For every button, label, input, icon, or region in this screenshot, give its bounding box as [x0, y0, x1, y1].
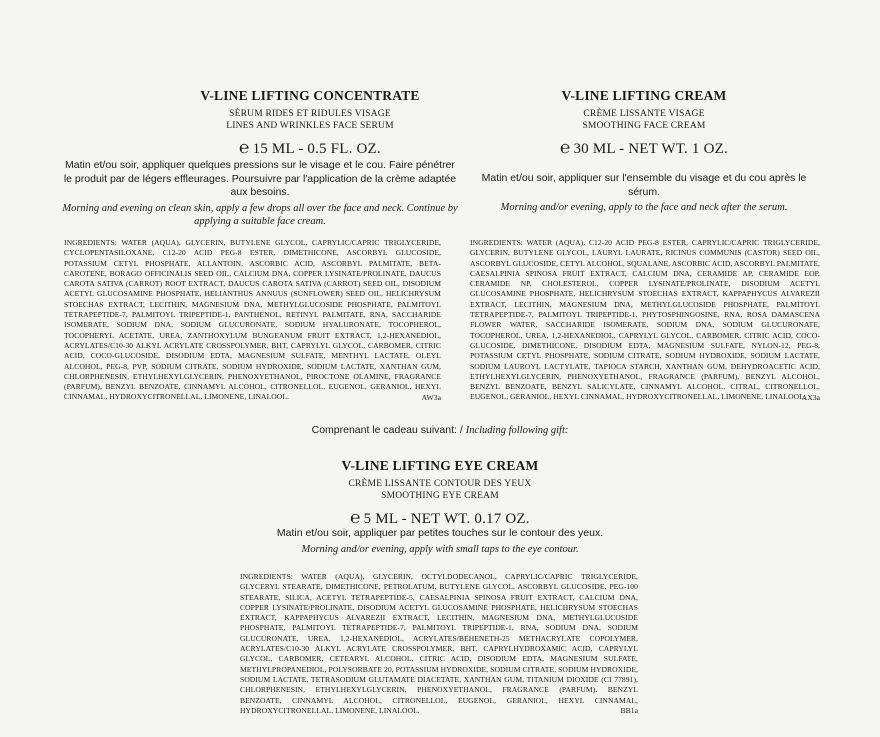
usage-en: Morning and/or evening, apply to the face and neck after the serum.	[500, 202, 788, 213]
cream-usage	[474, 172, 814, 215]
product-title: V-LINE LIFTING CONCENTRATE	[200, 88, 420, 103]
usage-fr: Matin et/ou soir, appliquer par petites touches sur le contour des yeux.	[276, 527, 604, 539]
ingredients-text: INGREDIENTS: WATER (AQUA), GLYCERIN, BUTYLENE GLYCOL, CAPRYLIC/CAPRIC TRIGLYCERIDE, CYCLOPENTASILOXANE, C12-20 ACID PEG-8 ESTER, DIMETHICONE, ASCORBYL GLUCOSIDE, POTASSIUM CETYL PHOSPHATE, ALLANTOIN, ASCORBIC ACID, ASCORBYL PALMITATE, BETA-CAROTENE, BORAGO OFFICINALIS SEED OIL, CALCIUM DNA, COPPER LYSINATE/PROLINATE, DAUCUS CAROTA SATIVA (CARROT) ROOT EXTRACT, DAUCUS CAROTA SATIVA (CARROT) SEED OIL, DISODIUM ACETYL GLUCOSAMINE PHOSPHATE, HELIANTHUS ANNUUS (SUNFLOWER) SEED OIL, HELICHRYSUM STOECHAS EXTRACT, LECITHIN, MAGNESIUM DNA, METHYLGLUCOSIDE PHOSPHATE, PALMITOYL TETRAPEPTIDE-7, PALMITOYL TRIPEPTIDE-1, PANTHENOL, RETINYL PALMITATE, RNA, SACCHARIDE ISOMERATE, SODIUM DNA, SODIUM GLUCURONATE, SODIUM HYALURONATE, TOCOPHEROL, TOCOPHERYL ACETATE, UREA, ZANTHOXYLUM BUNGEANUM FRUIT EXTRACT, 1,2-HEXANEDIOL, ACRYLATES/C10-30 ALKYL ACRYLATE CROSSPOLYMER, BHT, CAPRYLYL GLYCOL, CARBOMER, CITRIC ACID, COCO-GLUCOSIDE, DISODIUM EDTA, MAGNESIUM SULFATE, MENTHYL LACTATE, OLEYL ALCOHOL, PEG-8, PVP, SODIUM CITRATE, SODIUM HYDROXIDE, SODIUM LACTATE, XANTHAN GUM, CHLORPHENESIN, ETHYLHEXYLGLYCERIN, PHENOXYETHANOL, PIROCTONE OLAMINE, FRAGRANCE (PARFUM), BENZYL BENZOATE, CINNAMYL ALCOHOL, CITRONELLOL, EUGENOL, GERANIOL, HEXYL CINNAMAL, HYDROXYCITRONELLAL, LIMONENE, LINALOOL.	[64, 238, 441, 402]
product-quantity: ℮ 5 ML - NET WT. 0.17 OZ.	[350, 508, 530, 527]
eye-usage	[270, 527, 610, 556]
concentrate-usage	[60, 159, 460, 229]
product-subtitle-en: SMOOTHING EYE CREAM	[381, 491, 499, 501]
concentrate-section	[160, 88, 460, 158]
product-subtitle-en: LINES AND WRINKLES FACE SERUM	[226, 121, 394, 131]
ingredients-text: INGREDIENTS: WATER (AQUA), C12-20 ACID PEG-8 ESTER, CAPRYLIC/CAPRIC TRIGLYCERIDE, GLYCERIN, BUTYLENE GLYCOL, LAURYL LAURATE, RICINUS COMMUNIS (CASTOR) SEED OIL, ASCORBYL GLUCOSIDE, CETYL ALCOHOL, SQUALANE, ASCORBIC ACID, ASCORBYL PALMITATE, CAESALPINIA SPINOSA FRUIT EXTRACT, CALCIUM DNA, CERAMIDE AP, CERAMIDE EOP, CERAMIDE NP, CHOLESTEROL, COPPER LYSINATE/PROLINATE, DISODIUM ACETYL GLUCOSAMINE PHOSPHATE, HELICHRYSUM STOECHAS EXTRACT, KAPPAPHYCUS ALVAREZII EXTRACT, LECITHIN, MAGNESIUM DNA, METHYLGLUCOSIDE PHOSPHATE, PALMITOYL TETRAPEPTIDE-7, PALMITOYL TRIPEPTIDE-1, PHYTOSPHINGOSINE, RNA, ROSA DAMASCENA FLOWER WATER, SACCHARIDE ISOMERATE, SODIUM DNA, SODIUM GLUCURONATE, TOCOPHEROL, UREA, 1,2-HEXANEDIOL, CAPRYLYL GLYCOL, CARBOMER, CITRIC ACID, COCO-GLUCOSIDE, DIMETHICONE, DISODIUM EDTA, MAGNESIUM SULFATE, NYLON-12, PEG-8, POTASSIUM CETYL PHOSPHATE, SODIUM CITRATE, SODIUM HYDROXIDE, SODIUM LACTATE, SODIUM LAUROYL LACTYLATE, TAPIOCA STARCH, XANTHAN GUM, DEHYDROACETIC ACID, ETHYLHEXYLGLYCERIN, PHENOXYETHANOL, FRAGRANCE (PARFUM), BENZYL ALCOHOL, BENZYL BENZOATE, BENZYL SALICYLATE, CINNAMYL ALCOHOL, CITRAL, CITRONELLOL, EUGENOL, GERANIOL, HEXYL CINNAMAL, HYDROXYCITRONELLAL, LIMONENE, LINALOOL.	[470, 238, 820, 402]
usage-fr: Matin et/ou soir, appliquer quelques pressions sur le visage et le cou. Faire pénétrer le produit par de légers effleurages. Poursuivre par l'application de la crème adaptée aux besoins.	[63, 159, 457, 198]
batch-code: BB1a	[620, 706, 638, 716]
eye-section	[290, 458, 590, 528]
product-quantity: ℮ 30 ML - NET WT. 1 OZ.	[560, 138, 728, 157]
product-title: V-LINE LIFTING EYE CREAM	[341, 458, 539, 473]
product-title: V-LINE LIFTING CREAM	[561, 88, 727, 103]
product-subtitle-fr: SÉRUM RIDES ET RIDULES VISAGE	[229, 109, 391, 119]
gift-fr: Comprenant le cadeau suivant: /	[311, 424, 463, 436]
batch-code: AW3a	[421, 392, 441, 402]
estimated-sign-icon: ℮	[350, 508, 361, 527]
ingredients-text: INGREDIENTS: WATER (AQUA), GLYCERIN, OCTYLDODECANOL, CAPRYLIC/CAPRIC TRIGLYCERIDE, GLYCERYL STEARATE, DIMETHICONE, PETROLATUM, BUTYLENE GLYCOL, ASCORBYL GLUCOSIDE, PEG-100 STEARATE, SILICA, ACETYL TETRAPEPTIDE-5, CAESALPINIA SPINOSA FRUIT EXTRACT, CALCIUM DNA, COPPER LYSINATE/PROLINATE, DISODIUM ACETYL GLUCOSAMINE PHOSPHATE, HELICHRYSUM STOECHAS EXTRACT, KAPPAPHYCUS ALVAREZII EXTRACT, LECITHIN, MAGNESIUM DNA, METHYLGLUCOSIDE PHOSPHATE, PALMITOYL TETRAPEPTIDE-7, PALMITOYL TRIPEPTIDE-1, RNA, SODIUM DNA, SODIUM GLUCURONATE, UREA, 1,2-HEXANEDIOL, ACRYLATES/BEHENETH-25 METHACRYLATE COPOLYMER, ACRYLATES/C10-30 ALKYL ACRYLATE CROSSPOLYMER, BHT, CAPRYLHYDROXAMIC ACID, CAPRYLYL GLYCOL, CARBOMER, CETEARYL ALCOHOL, CITRIC ACID, DISODIUM EDTA, MAGNESIUM SULFATE, METHYLPROPANEDIOL, POLYSORBATE 20, POTASSIUM HYDROXIDE, SODIUM CITRATE, SODIUM HYDROXIDE, SODIUM LACTATE, TETRASODIUM GLUTAMATE DIACETATE, XANTHAN GUM, TITANIUM DIOXIDE (CI 77891), CHLORPHENESIN, ETHYLHEXYLGLYCERIN, PHENOXYETHANOL, FRAGRANCE (PARFUM), BENZYL BENZOATE, CINNAMYL ALCOHOL, CITRONELLOL, EUGENOL, GERANIOL, HEXYL CINNAMAL, HYDROXYCITRONELLAL, LIMONENE, LINALOOL.	[240, 572, 638, 715]
cream-ingredients	[470, 238, 820, 403]
gift-line	[0, 424, 880, 436]
usage-en: Morning and evening on clean skin, apply a few drops all over the face and neck. Continue by applying a suitable face cream.	[62, 202, 458, 227]
product-quantity: ℮ 15 ML - 0.5 FL. OZ.	[239, 138, 381, 157]
concentrate-ingredients	[64, 238, 441, 403]
batch-code: AX3a	[801, 392, 820, 402]
product-subtitle-fr: CRÈME LISSANTE VISAGE	[583, 109, 705, 119]
usage-en: Morning and/or evening, apply with small taps to the eye contour.	[301, 543, 579, 555]
estimated-sign-icon: ℮	[560, 138, 571, 157]
product-subtitle-en: SMOOTHING FACE CREAM	[582, 121, 706, 131]
cream-section	[494, 88, 794, 158]
eye-ingredients	[240, 572, 638, 716]
usage-fr: Matin et/ou soir, appliquer sur l'ensemble du visage et du cou après le sérum.	[481, 172, 807, 198]
estimated-sign-icon: ℮	[239, 138, 250, 157]
gift-en: Including following gift:	[465, 425, 569, 436]
product-subtitle-fr: CRÈME LISSANTE CONTOUR DES YEUX	[348, 479, 532, 489]
